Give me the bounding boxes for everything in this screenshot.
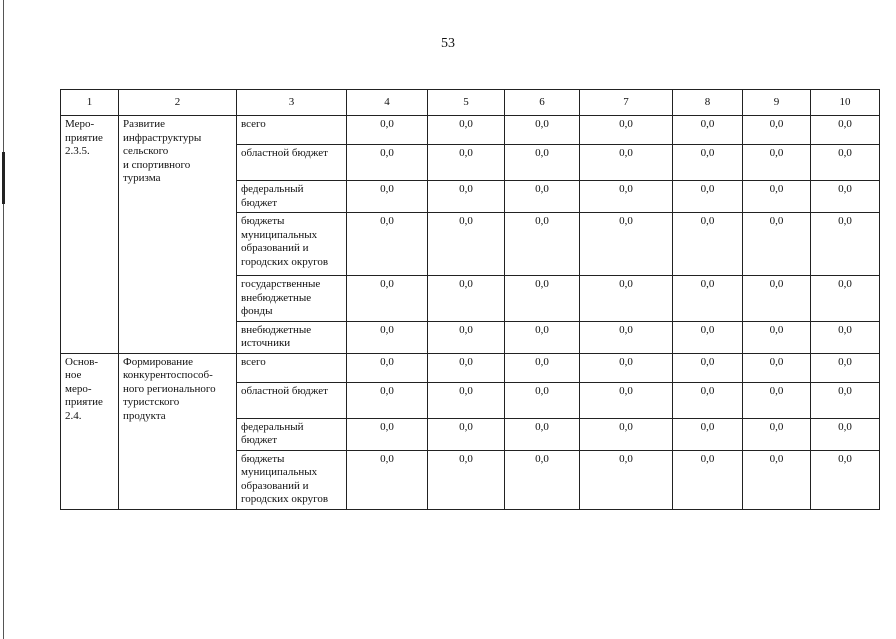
value-cell: 0,0 xyxy=(811,213,880,276)
page-number: 53 xyxy=(441,36,455,51)
value-cell: 0,0 xyxy=(428,213,505,276)
value-cell: 0,0 xyxy=(811,353,880,382)
value-cell: 0,0 xyxy=(505,382,580,418)
table-row xyxy=(61,353,880,382)
value-cell: 0,0 xyxy=(428,418,505,450)
value-cell: 0,0 xyxy=(811,382,880,418)
page-edge-line xyxy=(3,0,4,639)
funding-source-cell: всего xyxy=(237,353,347,382)
value-cell: 0,0 xyxy=(580,353,673,382)
value-cell: 0,0 xyxy=(428,321,505,353)
value-cell: 0,0 xyxy=(428,353,505,382)
header-cell: 4 xyxy=(347,90,428,116)
header-cell: 7 xyxy=(580,90,673,116)
value-cell: 0,0 xyxy=(743,353,811,382)
header-cell: 6 xyxy=(505,90,580,116)
value-cell: 0,0 xyxy=(811,145,880,181)
funding-source-cell: бюджеты муниципальных образований и городских округов xyxy=(237,450,347,509)
value-cell: 0,0 xyxy=(505,145,580,181)
value-cell: 0,0 xyxy=(347,321,428,353)
value-cell: 0,0 xyxy=(743,145,811,181)
activity-title-cell: Формирование конкурентоспособ- ного регионального туристского продукта xyxy=(119,353,237,509)
funding-source-cell: федеральный бюджет xyxy=(237,418,347,450)
value-cell: 0,0 xyxy=(347,145,428,181)
value-cell: 0,0 xyxy=(811,276,880,322)
header-cell: 8 xyxy=(673,90,743,116)
funding-source-cell: федеральный бюджет xyxy=(237,181,347,213)
value-cell: 0,0 xyxy=(743,276,811,322)
value-cell: 0,0 xyxy=(811,116,880,145)
value-cell: 0,0 xyxy=(811,450,880,509)
funding-source-cell: внебюджетные источники xyxy=(237,321,347,353)
value-cell: 0,0 xyxy=(743,321,811,353)
header-cell: 2 xyxy=(119,90,237,116)
value-cell: 0,0 xyxy=(811,321,880,353)
value-cell: 0,0 xyxy=(347,353,428,382)
value-cell: 0,0 xyxy=(347,276,428,322)
value-cell: 0,0 xyxy=(580,450,673,509)
value-cell: 0,0 xyxy=(347,213,428,276)
value-cell: 0,0 xyxy=(673,382,743,418)
value-cell: 0,0 xyxy=(811,181,880,213)
value-cell: 0,0 xyxy=(673,213,743,276)
value-cell: 0,0 xyxy=(505,418,580,450)
value-cell: 0,0 xyxy=(428,116,505,145)
value-cell: 0,0 xyxy=(673,450,743,509)
header-cell: 10 xyxy=(811,90,880,116)
value-cell: 0,0 xyxy=(743,213,811,276)
value-cell: 0,0 xyxy=(428,450,505,509)
value-cell: 0,0 xyxy=(673,353,743,382)
value-cell: 0,0 xyxy=(505,116,580,145)
value-cell: 0,0 xyxy=(580,321,673,353)
value-cell: 0,0 xyxy=(347,382,428,418)
header-cell: 5 xyxy=(428,90,505,116)
value-cell: 0,0 xyxy=(347,116,428,145)
value-cell: 0,0 xyxy=(347,181,428,213)
value-cell: 0,0 xyxy=(505,450,580,509)
value-cell: 0,0 xyxy=(505,353,580,382)
value-cell: 0,0 xyxy=(743,450,811,509)
value-cell: 0,0 xyxy=(743,382,811,418)
scan-edge-mark xyxy=(2,152,5,204)
value-cell: 0,0 xyxy=(743,181,811,213)
value-cell: 0,0 xyxy=(347,418,428,450)
value-cell: 0,0 xyxy=(673,181,743,213)
value-cell: 0,0 xyxy=(673,276,743,322)
value-cell: 0,0 xyxy=(673,116,743,145)
value-cell: 0,0 xyxy=(673,145,743,181)
value-cell: 0,0 xyxy=(580,145,673,181)
budget-table xyxy=(60,89,880,510)
funding-source-cell: бюджеты муниципальных образований и городских округов xyxy=(237,213,347,276)
value-cell: 0,0 xyxy=(580,418,673,450)
value-cell: 0,0 xyxy=(580,213,673,276)
value-cell: 0,0 xyxy=(673,321,743,353)
value-cell: 0,0 xyxy=(743,418,811,450)
activity-code-cell: Меро- приятие 2.3.5. xyxy=(61,116,119,354)
value-cell: 0,0 xyxy=(505,276,580,322)
header-row xyxy=(61,90,880,116)
value-cell: 0,0 xyxy=(428,382,505,418)
table-row xyxy=(61,116,880,145)
value-cell: 0,0 xyxy=(505,213,580,276)
value-cell: 0,0 xyxy=(743,116,811,145)
value-cell: 0,0 xyxy=(428,276,505,322)
funding-source-cell: всего xyxy=(237,116,347,145)
funding-source-cell: областной бюджет xyxy=(237,382,347,418)
value-cell: 0,0 xyxy=(428,145,505,181)
funding-source-cell: областной бюджет xyxy=(237,145,347,181)
value-cell: 0,0 xyxy=(428,181,505,213)
value-cell: 0,0 xyxy=(505,321,580,353)
value-cell: 0,0 xyxy=(347,450,428,509)
table-body xyxy=(61,116,880,510)
activity-title-cell: Развитие инфраструктуры сельского и спортивного туризма xyxy=(119,116,237,354)
value-cell: 0,0 xyxy=(580,181,673,213)
header-cell: 3 xyxy=(237,90,347,116)
value-cell: 0,0 xyxy=(505,181,580,213)
header-cell: 9 xyxy=(743,90,811,116)
value-cell: 0,0 xyxy=(673,418,743,450)
activity-code-cell: Основ- ное меро- приятие 2.4. xyxy=(61,353,119,509)
funding-source-cell: государственные внебюджетные фонды xyxy=(237,276,347,322)
header-cell: 1 xyxy=(61,90,119,116)
value-cell: 0,0 xyxy=(580,382,673,418)
value-cell: 0,0 xyxy=(811,418,880,450)
value-cell: 0,0 xyxy=(580,276,673,322)
value-cell: 0,0 xyxy=(580,116,673,145)
